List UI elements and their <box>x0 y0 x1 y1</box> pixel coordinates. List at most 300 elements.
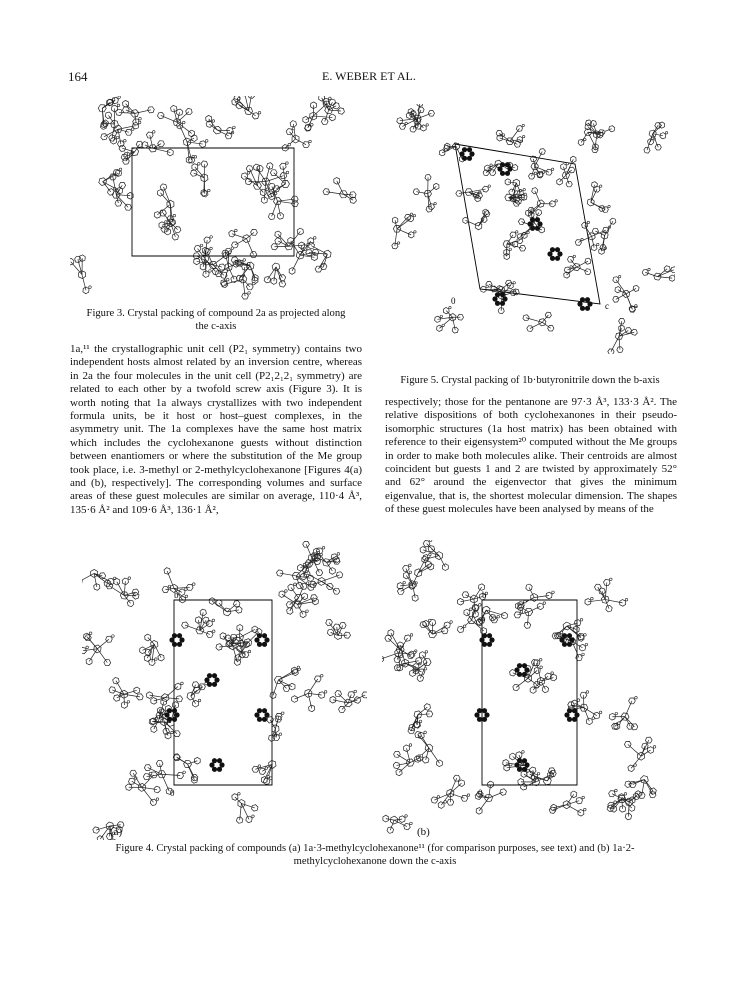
running-title: E. WEBER ET AL. <box>322 69 416 83</box>
oxygen-atom <box>624 793 627 796</box>
phenyl-ring <box>186 108 193 114</box>
oxygen-atom <box>665 132 667 134</box>
oxygen-atom <box>527 231 529 233</box>
oxygen-atom <box>253 282 256 285</box>
phenyl-ring <box>633 285 639 291</box>
oxygen-atom <box>183 121 186 124</box>
oxygen-atom <box>212 619 215 622</box>
guest-atom <box>569 637 574 642</box>
phenyl-ring <box>127 600 134 607</box>
guest-atom <box>209 762 214 767</box>
guest-atom <box>172 708 177 713</box>
oxygen-atom <box>397 242 399 244</box>
phenyl-ring <box>267 717 274 723</box>
phenyl-ring <box>189 130 195 137</box>
oxygen-atom <box>551 168 553 170</box>
oxygen-atom <box>573 255 575 257</box>
phenyl-ring <box>387 827 394 833</box>
bond <box>395 220 397 229</box>
bond <box>567 805 581 813</box>
phenyl-ring <box>150 799 157 805</box>
axis-label-origin: 0 <box>451 296 456 306</box>
axis-label-c: c <box>605 301 609 311</box>
phenyl-ring <box>393 762 400 769</box>
bond <box>657 269 667 277</box>
guest-atom <box>214 677 219 682</box>
oxygen-atom <box>426 124 428 126</box>
guest-atom <box>547 251 552 256</box>
bond <box>124 581 125 595</box>
oxygen-atom <box>470 608 473 611</box>
figure-4-caption-line2: methylcyclohexanone down the c-axis <box>293 856 457 867</box>
phenyl-ring <box>232 794 238 801</box>
oxygen-atom <box>127 153 130 156</box>
oxygen-atom <box>171 731 174 734</box>
oxygen-atom <box>516 231 518 233</box>
oxygen-atom <box>149 772 152 775</box>
guest-atom <box>497 166 502 171</box>
oxygen-atom <box>405 815 408 818</box>
oxygen-atom <box>403 581 406 584</box>
phenyl-ring <box>151 726 157 733</box>
bond <box>164 187 171 204</box>
bond <box>386 819 394 821</box>
oxygen-atom <box>337 553 340 556</box>
phenyl-ring <box>275 238 282 245</box>
bond <box>278 671 294 680</box>
oxygen-atom <box>600 185 602 187</box>
oxygen-atom <box>618 275 620 277</box>
oxygen-atom <box>138 121 141 124</box>
oxygen-atom <box>193 583 196 586</box>
bond <box>278 234 289 246</box>
oxygen-atom <box>520 610 523 613</box>
guest-atom <box>462 156 467 161</box>
phenyl-ring <box>311 595 318 601</box>
oxygen-atom <box>309 140 312 143</box>
oxygen-atom <box>488 185 490 187</box>
bond <box>508 182 516 183</box>
right-column-text <box>385 396 677 517</box>
bond <box>278 680 286 688</box>
oxygen-atom <box>258 765 261 768</box>
guest-atom <box>574 712 579 717</box>
oxygen-atom <box>409 744 412 747</box>
phenyl-ring <box>303 541 310 547</box>
oxygen-atom <box>265 767 268 770</box>
phenyl-ring <box>578 139 584 145</box>
right-column-paragraph: respectively; those for the pentanone are 97·3 Å³, 133·3 Å². The relative dispositions of both cyclohexanones in their pseudo-isomorphic structures (1a host matrix) has been obtained with reference to their eigensystem²⁰ computed without the Me groups in order to make both molecules alike. Their centroids are almost coincident but guests 1 and 2 are twisted by approximately 52° and 62° around the eigenvector that gives the minimum eigenvalue, that is, the shortest molecular dimension. The shapes of these guest molecules have been analysed by means of the <box>385 396 677 516</box>
oxygen-atom <box>581 238 583 240</box>
oxygen-atom <box>524 600 527 603</box>
oxygen-atom <box>597 243 599 245</box>
bond <box>583 695 584 708</box>
guest-atom <box>535 226 540 231</box>
phenyl-ring <box>644 147 650 153</box>
bond <box>533 159 534 166</box>
oxygen-atom <box>209 270 212 273</box>
phenyl-ring <box>233 601 240 607</box>
phenyl-ring <box>303 116 309 123</box>
guest-atom <box>479 637 484 642</box>
guest-atom <box>567 642 572 647</box>
bond <box>581 132 588 142</box>
axis-label-origin: 0 <box>478 788 483 798</box>
phenyl-ring <box>606 605 612 612</box>
guest-atom <box>477 708 482 713</box>
bond <box>500 138 510 141</box>
guest-atom <box>564 712 569 717</box>
oxygen-atom <box>243 259 246 262</box>
phenyl-ring <box>99 178 107 186</box>
figure-3-caption-line2: the c-axis <box>195 321 237 332</box>
oxygen-atom <box>306 610 309 613</box>
guest-atom <box>585 297 590 302</box>
phenyl-ring <box>388 630 394 637</box>
guest-atom <box>522 758 527 763</box>
guest-atom <box>537 221 542 226</box>
bond <box>233 637 234 645</box>
bond <box>116 681 124 695</box>
guest-atom <box>550 256 555 261</box>
guest-atom <box>459 151 464 156</box>
phenyl-ring <box>624 741 631 747</box>
guest-atom <box>172 642 177 647</box>
bond <box>313 104 326 116</box>
phenyl-ring <box>483 186 489 192</box>
bond <box>240 629 255 637</box>
oxygen-atom <box>233 126 236 129</box>
bond <box>160 764 162 775</box>
oxygen-atom <box>444 801 447 804</box>
phenyl-ring <box>232 99 238 106</box>
oxygen-atom <box>424 731 427 734</box>
guest-atom <box>169 637 174 642</box>
phenyl-ring <box>566 181 572 187</box>
phenyl-ring <box>397 588 404 594</box>
bond <box>461 620 472 629</box>
oxygen-atom <box>540 680 543 683</box>
phenyl-ring <box>516 752 522 759</box>
oxygen-atom <box>428 555 431 558</box>
oxygen-atom <box>543 602 546 605</box>
oxygen-atom <box>618 722 621 725</box>
guest-atom <box>467 147 472 152</box>
bond <box>195 167 204 178</box>
guest-atom <box>264 712 269 717</box>
guest-atom <box>204 677 209 682</box>
guest-atom <box>482 717 487 722</box>
oxygen-atom <box>497 615 500 618</box>
phenyl-ring <box>439 150 445 156</box>
oxygen-atom <box>414 231 416 233</box>
bond <box>165 687 178 698</box>
phenyl-ring <box>158 190 164 197</box>
phenyl-ring <box>160 184 167 190</box>
guest-atom <box>580 306 585 311</box>
oxygen-atom <box>286 171 289 174</box>
oxygen-atom <box>354 690 357 693</box>
guest-atom <box>524 762 529 767</box>
oxygen-atom <box>592 717 595 720</box>
oxygen-atom <box>615 712 618 715</box>
phenyl-ring <box>250 252 257 258</box>
oxygen-atom <box>286 162 289 165</box>
phenyl-ring <box>274 676 282 683</box>
oxygen-atom <box>173 214 176 217</box>
oxygen-atom <box>181 682 184 685</box>
guest-atom <box>530 226 535 231</box>
oxygen-atom <box>329 97 332 100</box>
phenyl-ring <box>592 182 598 188</box>
guest-atom <box>172 633 177 638</box>
oxygen-atom <box>450 621 453 624</box>
guest-atom <box>487 642 492 647</box>
guest-atom <box>500 171 505 176</box>
figure-4b-image <box>382 540 667 840</box>
oxygen-atom <box>410 822 413 825</box>
oxygen-atom <box>409 571 412 574</box>
phenyl-ring <box>115 200 122 206</box>
oxygen-atom <box>625 598 628 601</box>
guest-atom <box>482 633 487 638</box>
guest-atom <box>507 166 512 171</box>
bond <box>329 110 341 111</box>
oxygen-atom <box>235 229 238 232</box>
phenyl-ring <box>91 569 98 577</box>
phenyl-ring <box>582 222 588 228</box>
phenyl-ring <box>323 189 330 195</box>
guest-atom <box>262 633 267 638</box>
guest-atom <box>207 682 212 687</box>
phenyl-ring <box>283 685 290 691</box>
guest-atom <box>567 633 572 638</box>
guest-atom <box>167 717 172 722</box>
phenyl-ring <box>83 287 89 294</box>
bond <box>308 679 318 693</box>
oxygen-atom <box>463 625 466 628</box>
oxygen-atom <box>320 674 323 677</box>
phenyl-ring <box>392 217 398 223</box>
guest-atom <box>212 767 217 772</box>
oxygen-atom <box>117 104 120 107</box>
phenyl-ring <box>252 805 259 812</box>
figure-3-caption-line1: Figure 3. Crystal packing of compound 2a as projected along <box>86 308 346 319</box>
phenyl-ring <box>627 723 634 729</box>
oxygen-atom <box>531 209 533 211</box>
bond <box>97 639 109 649</box>
oxygen-atom <box>128 577 131 580</box>
phenyl-ring <box>628 765 634 772</box>
phenyl-ring <box>119 182 126 188</box>
phenyl-ring <box>167 149 173 156</box>
oxygen-atom <box>313 237 316 240</box>
phenyl-ring <box>234 659 241 666</box>
guest-atom <box>264 637 269 642</box>
oxygen-atom <box>524 193 526 195</box>
phenyl-ring <box>260 189 266 196</box>
guest-atom <box>469 151 474 156</box>
phenyl-ring <box>312 598 318 605</box>
oxygen-atom <box>320 553 323 556</box>
phenyl-ring <box>586 718 592 725</box>
phenyl-ring <box>246 166 253 172</box>
bond <box>308 693 321 695</box>
oxygen-atom <box>281 712 284 715</box>
oxygen-atom <box>89 286 92 289</box>
bond <box>614 799 622 809</box>
guest-atom <box>482 642 487 647</box>
phenyl-ring <box>308 238 314 245</box>
oxygen-atom <box>205 140 208 143</box>
phenyl-ring <box>161 699 167 706</box>
guest-atom <box>562 633 567 638</box>
phenyl-ring <box>569 167 575 173</box>
phenyl-ring <box>271 278 277 285</box>
oxygen-atom <box>635 305 637 307</box>
phenyl-ring <box>625 328 631 334</box>
oxygen-atom <box>320 557 323 560</box>
oxygen-atom <box>252 815 255 818</box>
bond <box>116 195 130 196</box>
phenyl-ring <box>182 622 189 628</box>
phenyl-ring <box>105 112 112 119</box>
phenyl-ring <box>179 589 185 596</box>
oxygen-atom <box>279 733 282 736</box>
phenyl-ring <box>316 570 323 576</box>
guest-atom <box>474 712 479 717</box>
phenyl-ring <box>130 770 137 776</box>
guest-atom <box>514 762 519 767</box>
oxygen-atom <box>212 120 215 123</box>
guest-atom <box>492 296 497 301</box>
oxygen-atom <box>467 794 470 797</box>
phenyl-ring <box>264 277 271 283</box>
phenyl-ring <box>287 608 293 615</box>
phenyl-ring <box>70 259 74 266</box>
phenyl-ring <box>216 600 222 607</box>
phenyl-ring <box>251 229 258 235</box>
phenyl-ring <box>442 564 448 571</box>
oxygen-atom <box>580 618 583 621</box>
oxygen-atom <box>185 595 188 598</box>
oxygen-atom <box>86 646 89 649</box>
oxygen-atom <box>412 111 414 113</box>
guest-atom <box>577 301 582 306</box>
oxygen-atom <box>267 775 270 778</box>
bond <box>644 780 652 795</box>
phenyl-ring <box>464 609 470 616</box>
oxygen-atom <box>112 635 115 638</box>
bond <box>510 140 520 142</box>
bond <box>276 184 285 189</box>
oxygen-atom <box>248 262 251 265</box>
guest-atom <box>550 247 555 252</box>
oxygen-atom <box>429 540 432 542</box>
guest-atom <box>172 717 177 722</box>
bond <box>521 597 534 604</box>
guest-atom <box>254 637 259 642</box>
oxygen-atom <box>183 771 186 774</box>
oxygen-atom <box>585 643 588 646</box>
oxygen-atom <box>400 655 403 658</box>
guest-atom <box>257 642 262 647</box>
oxygen-atom <box>248 292 251 295</box>
bond <box>291 587 299 597</box>
bond <box>165 698 179 699</box>
phenyl-ring <box>118 141 125 147</box>
guest-atom <box>559 637 564 642</box>
guest-atom <box>212 758 217 763</box>
figure-4-caption <box>70 842 680 868</box>
oxygen-atom <box>479 604 482 607</box>
phenyl-ring <box>75 256 82 262</box>
oxygen-atom <box>513 282 515 284</box>
guest-atom <box>212 673 217 678</box>
oxygen-atom <box>527 770 530 773</box>
phenyl-ring <box>268 213 275 219</box>
guest-atom <box>522 767 527 772</box>
oxygen-atom <box>322 546 325 549</box>
phenyl-ring <box>567 257 573 263</box>
oxygen-atom <box>212 630 215 633</box>
oxygen-atom <box>516 195 518 197</box>
phenyl-ring <box>286 129 293 135</box>
phenyl-ring <box>97 836 103 840</box>
guest-atom <box>522 663 527 668</box>
guest-atom <box>522 672 527 677</box>
oxygen-atom <box>248 650 251 653</box>
bond <box>653 134 663 136</box>
bond <box>177 112 189 123</box>
phenyl-ring <box>609 126 615 132</box>
oxygen-atom <box>445 149 447 151</box>
figure-4a-image <box>82 540 367 840</box>
guest-atom <box>174 712 179 717</box>
oxygen-atom <box>534 172 536 174</box>
guest-atom <box>587 301 592 306</box>
bond <box>97 649 107 663</box>
phenyl-ring <box>462 592 469 598</box>
guest-atom <box>219 762 224 767</box>
guest-atom <box>557 251 562 256</box>
bond <box>191 696 196 704</box>
guest-atom <box>257 717 262 722</box>
guest-atom <box>467 156 472 161</box>
guest-atom <box>502 296 507 301</box>
guest-atom <box>262 708 267 713</box>
bond <box>198 620 199 630</box>
phenyl-ring <box>437 760 443 767</box>
oxygen-atom <box>198 699 201 702</box>
figure-4-panel-a-label: (a) <box>110 826 123 838</box>
bond <box>516 678 528 687</box>
phenyl-ring <box>420 652 426 659</box>
bond <box>337 181 344 194</box>
oxygen-atom <box>425 650 428 653</box>
guest-atom <box>484 712 489 717</box>
oxygen-atom <box>437 796 440 799</box>
bond <box>83 649 97 651</box>
oxygen-atom <box>615 789 618 792</box>
oxygen-atom <box>231 247 234 250</box>
bond <box>625 701 632 717</box>
bond <box>418 714 430 715</box>
guest-atom <box>555 256 560 261</box>
oxygen-atom <box>577 699 580 702</box>
phenyl-ring <box>592 228 598 234</box>
oxygen-atom <box>486 285 488 287</box>
